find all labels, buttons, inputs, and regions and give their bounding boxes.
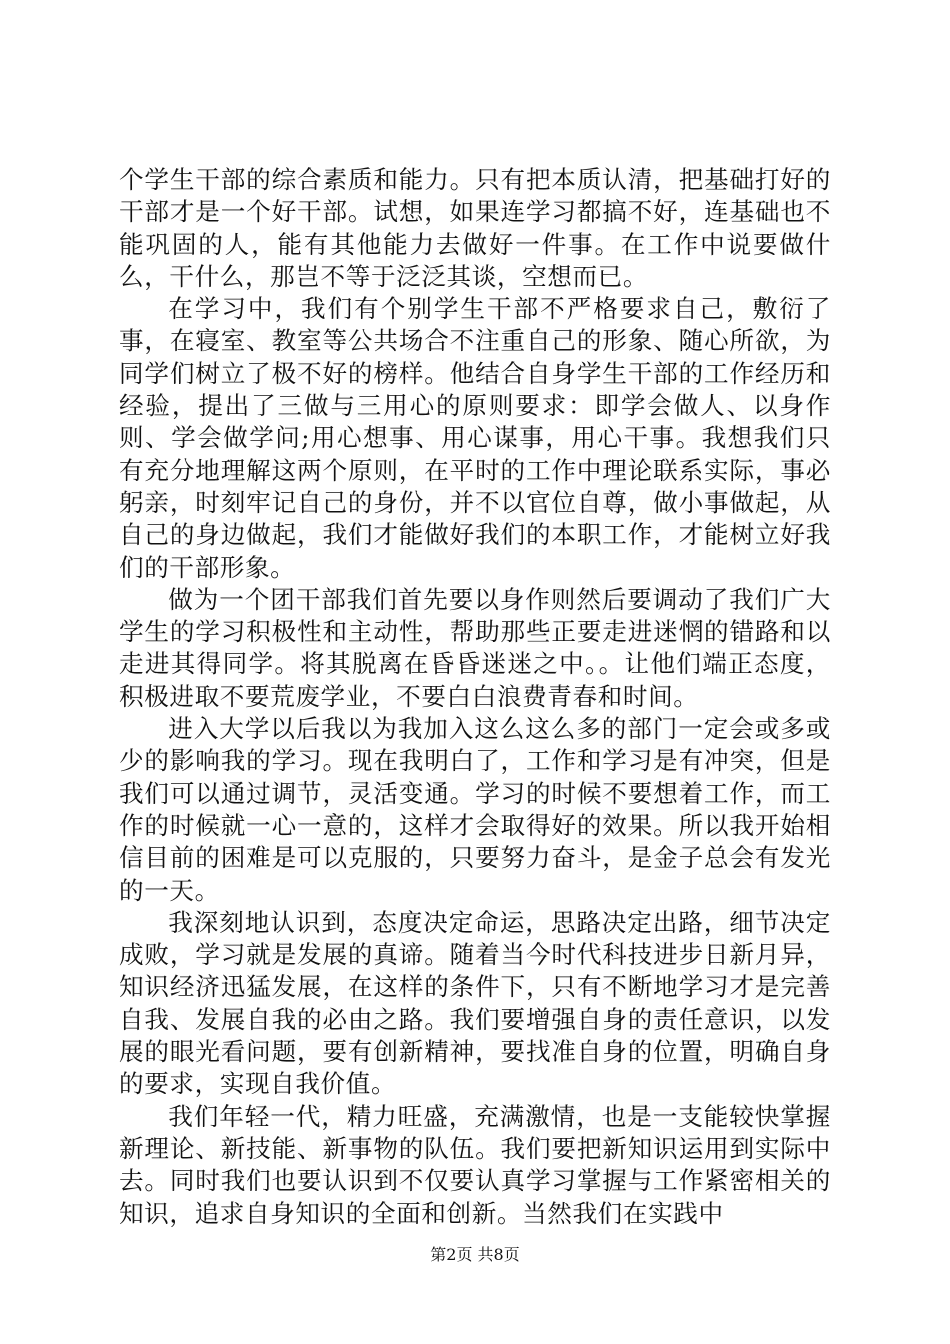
paragraph-1: 个学生干部的综合素质和能力。只有把本质认清，把基础打好的干部才是一个好干部。试想，如果连学习都搞不好，连基础也不能巩固的人，能有其他能力去做好一件事。在工作中说要做什么，干什么，那岂不等于泛泛其谈，空想而已。 [119,165,831,291]
paragraph-4: 进入大学以后我以为我加入这么这么多的部门一定会或多或少的影响我的学习。现在我明白了，工作和学习是有冲突，但是我们可以通过调节，灵活变通。学习的时候不要想着工作，而工作的时候就一心一意的，这样才会取得好的效果。所以我开始相信目前的困难是可以克服的，只要努力奋斗，是金子总会有发光的一天。 [119,714,831,905]
document-body [119,164,831,1230]
paragraph-5: 我深刻地认识到，态度决定命运，思路决定出路，细节决定成败，学习就是发展的真谛。随着当今时代科技进步日新月异，知识经济迅猛发展，在这样的条件下，只有不断地学习才是完善自我、发展自我的必由之路。我们要增强自身的责任意识，以发展的眼光看问题，要有创新精神，要找准自身的位置，明确自身的要求，实现自我价值。 [119,907,831,1099]
paragraph-6: 我们年轻一代，精力旺盛，充满激情，也是一支能较快掌握新理论、新技能、新事物的队伍。我们要把新知识运用到实际中去。同时我们也要认识到不仅要认真学习掌握与工作紧密相关的知识，追求自身知识的全面和创新。当然我们在实践中 [119,1101,831,1228]
paragraph-3: 做为一个团干部我们首先要以身作则然后要调动了我们广大学生的学习积极性和主动性，帮助那些正要走进迷惘的错路和以走进其得同学。将其脱离在昏昏迷迷之中。。让他们端正态度，积极进取不要荒废学业，不要白白浪费青春和时间。 [119,584,831,711]
paragraph-2: 在学习中，我们有个别学生干部不严格要求自己，敷衍了事，在寝室、教室等公共场合不注重自己的形象、随心所欲，为同学们树立了极不好的榜样。他结合自身学生干部的工作经历和经验，提出了三做与三用心的原则要求：即学会做人、以身作则、学会做学问;用心想事、用心谋事，用心干事。我想我们只有充分地理解这两个原则，在平时的工作中理论联系实际，事必躬亲，时刻牢记自己的身份，并不以官位自尊，做小事做起，从自己的身边做起，我们才能做好我们的本职工作，才能树立好我们的干部形象。 [119,294,831,582]
page-number-footer: 第2页 共8页 [430,1245,520,1264]
